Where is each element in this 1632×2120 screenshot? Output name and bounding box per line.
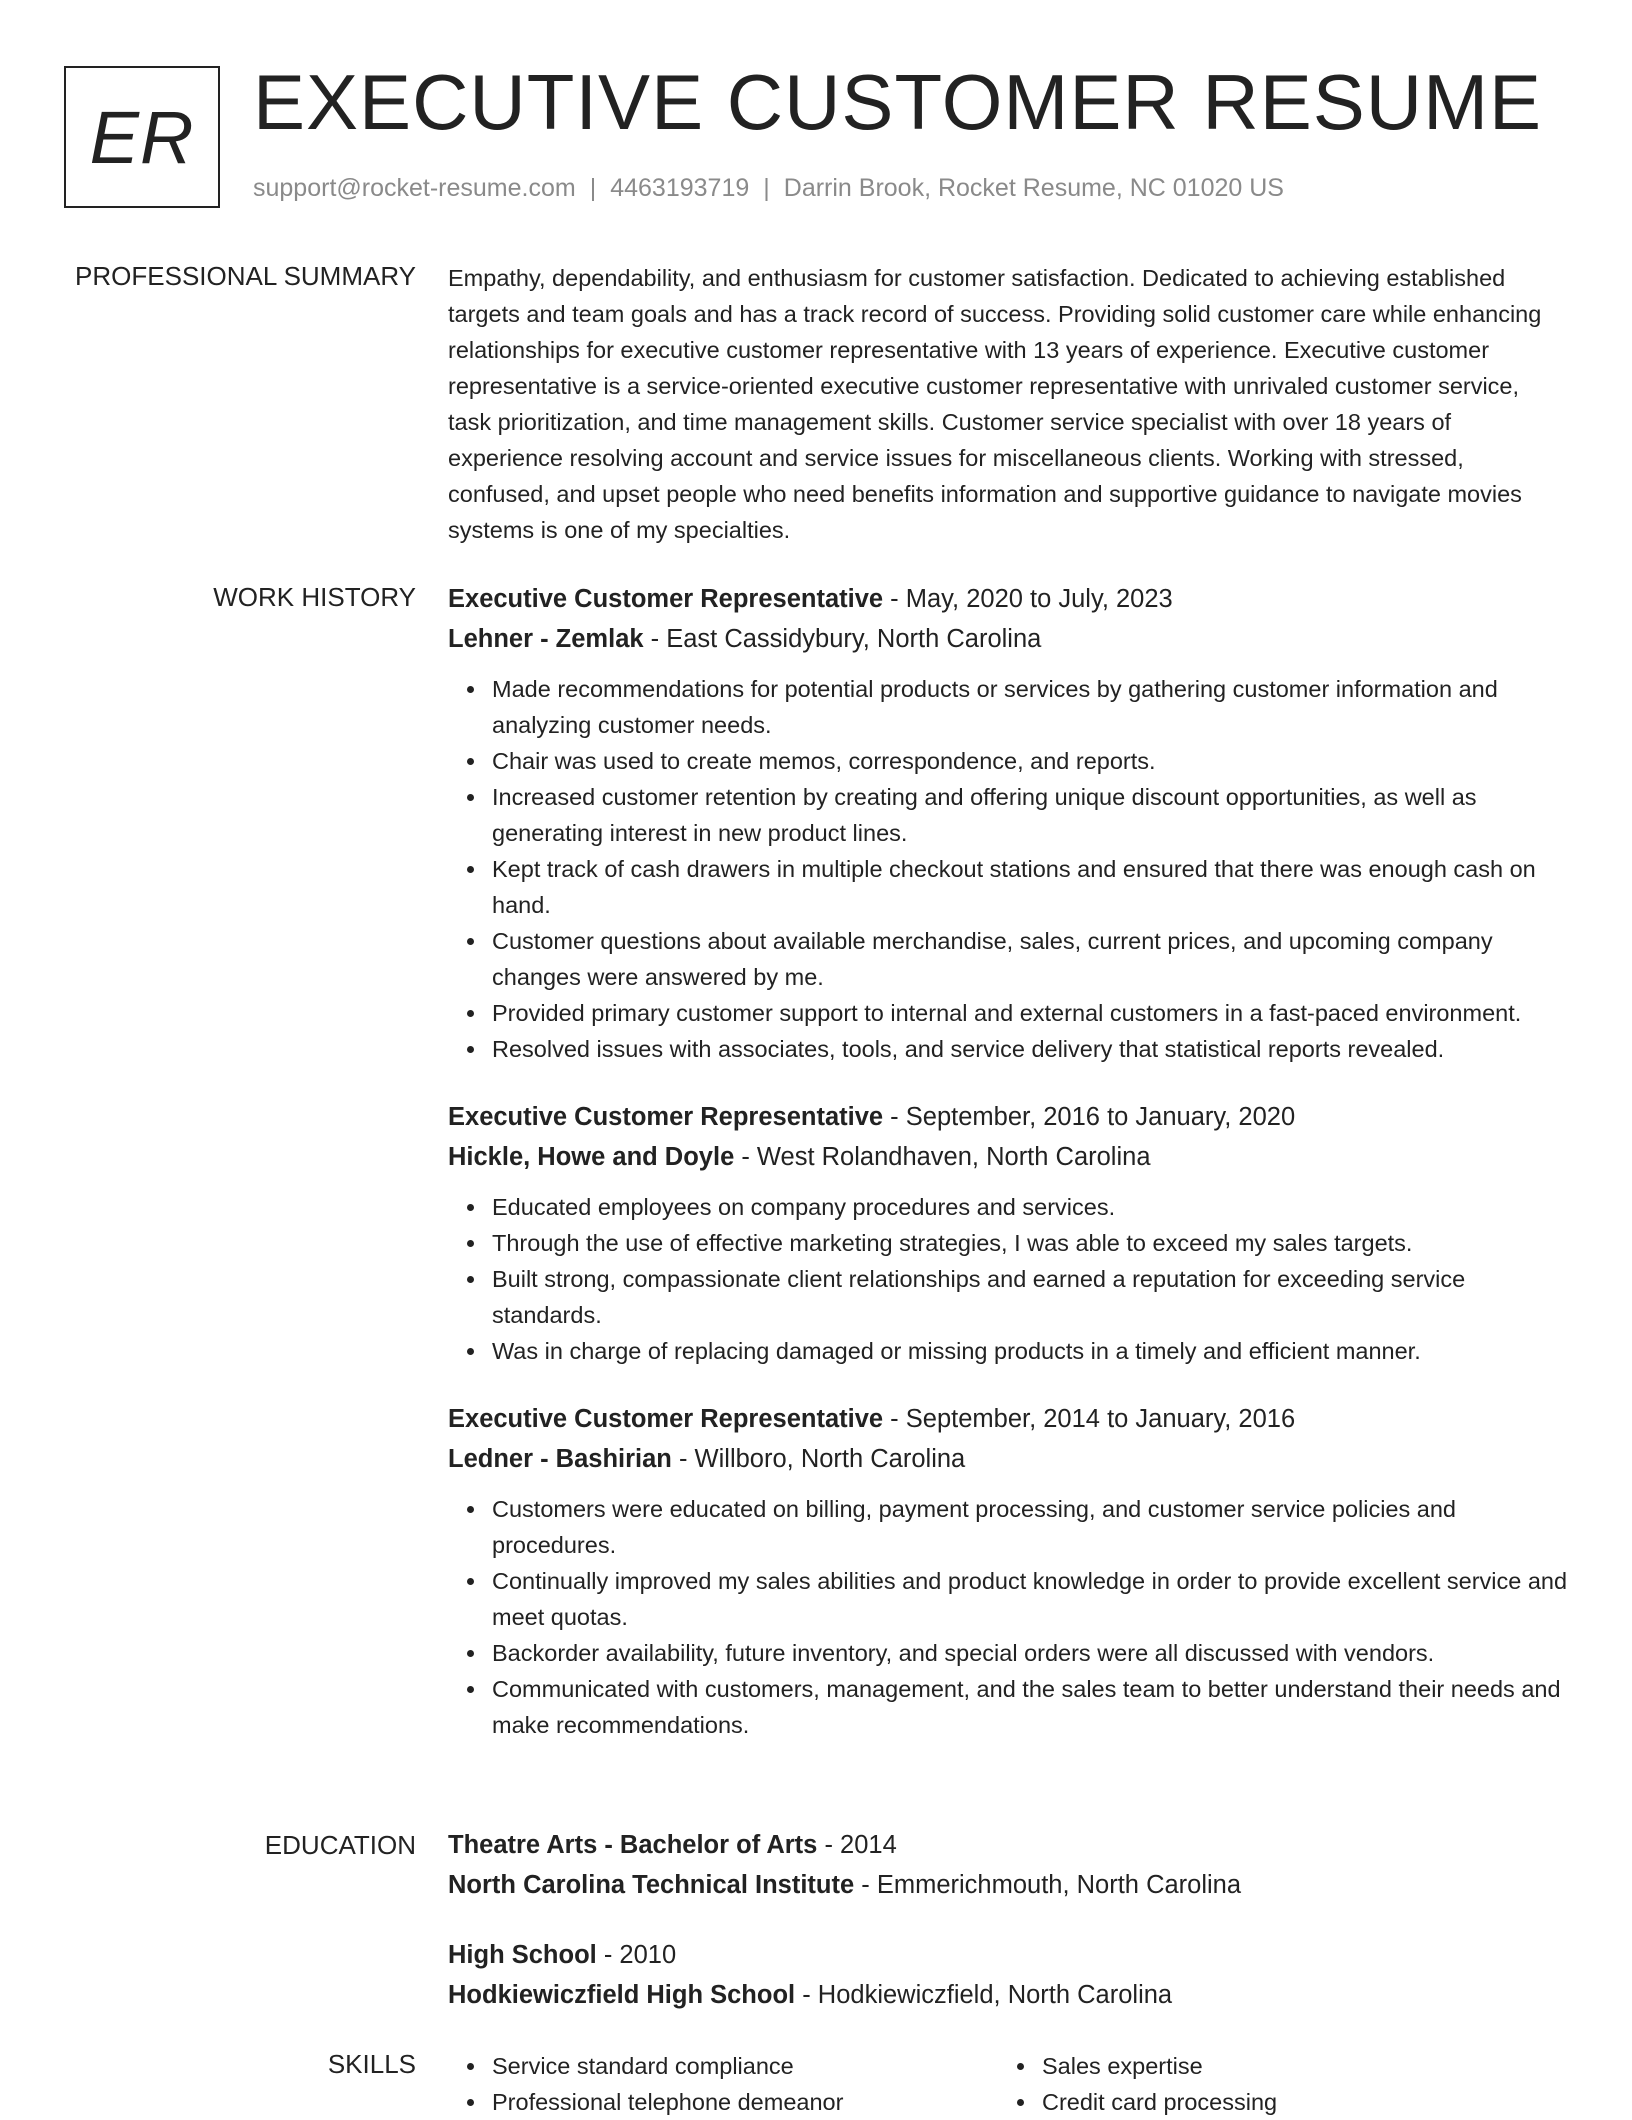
- skill-item: Credit card processing: [1042, 2084, 1548, 2120]
- contact-email: support@rocket-resume.com: [253, 174, 576, 202]
- education-year: - 2014: [817, 1831, 897, 1859]
- job-bullet: Built strong, compassionate client relationships and earned a reputation for exceeding service standards.: [492, 1261, 1568, 1333]
- job-bullet: Made recommendations for potential products or services by gathering customer information and analyzing customer needs.: [492, 671, 1568, 743]
- job-bullet: Was in charge of replacing damaged or missing products in a timely and efficient manner.: [492, 1333, 1568, 1369]
- education-school: Hodkiewiczfield High School: [448, 1981, 796, 2009]
- summary-label: PROFESSIONAL SUMMARY: [75, 261, 416, 291]
- contact-phone: 4463193719: [610, 174, 750, 202]
- job-dates: - September, 2016 to January, 2020: [883, 1103, 1296, 1131]
- education-label: EDUCATION: [264, 1830, 416, 1860]
- contact-line: [253, 174, 1284, 203]
- job-location: - West Rolandhaven, North Carolina: [734, 1143, 1151, 1171]
- contact-separator: |: [763, 174, 770, 202]
- resume-title: EXECUTIVE CUSTOMER RESUME: [253, 58, 1543, 146]
- job-bullet: Kept track of cash drawers in multiple checkout stations and ensured that there was enough cash on hand.: [492, 851, 1568, 923]
- education-year: - 2010: [596, 1941, 677, 1969]
- skills-list-left: [448, 2048, 998, 2120]
- job-company-line: [448, 1137, 1568, 1177]
- job-bullet: Continually improved my sales abilities and product knowledge in order to provide excellent service and meet quotas.: [492, 1563, 1568, 1635]
- job-title-line: [448, 1097, 1568, 1137]
- education-entry: [448, 1935, 1568, 2015]
- job-title: Executive Customer Representative: [448, 585, 884, 613]
- job-bullets: [448, 1189, 1568, 1369]
- job-bullet: Through the use of effective marketing strategies, I was able to exceed my sales targets.: [492, 1225, 1568, 1261]
- skills-body: [448, 2048, 1568, 2120]
- job-bullet: Communicated with customers, management, and the sales team to better understand their needs and make recommendations.: [492, 1671, 1568, 1743]
- job-dates: - September, 2014 to January, 2016: [883, 1405, 1296, 1433]
- job-entry: [448, 579, 1568, 1067]
- skill-item: Professional telephone demeanor: [492, 2084, 998, 2120]
- education-degree-line: [448, 1825, 1568, 1865]
- job-company: Hickle, Howe and Doyle: [448, 1143, 735, 1171]
- skill-item: Sales expertise: [1042, 2048, 1548, 2084]
- job-title: Executive Customer Representative: [448, 1103, 884, 1131]
- job-entry: [448, 1399, 1568, 1743]
- job-bullet: Chair was used to create memos, correspondence, and reports.: [492, 743, 1568, 779]
- job-bullet: Increased customer retention by creating and offering unique discount opportunities, as well as generating interest in new product lines.: [492, 779, 1568, 851]
- skills-grid: [448, 2048, 1568, 2120]
- job-company-line: [448, 1439, 1568, 1479]
- education-entry: [448, 1825, 1568, 1905]
- contact-separator: |: [589, 174, 597, 202]
- job-location: - Willboro, North Carolina: [671, 1445, 966, 1473]
- education-body: [448, 1825, 1568, 2045]
- job-title-line: [448, 579, 1568, 619]
- education-degree: Theatre Arts - Bachelor of Arts: [448, 1831, 818, 1859]
- education-school-line: [448, 1865, 1568, 1905]
- contact-address: Darrin Brook, Rocket Resume, NC 01020 US: [783, 174, 1284, 202]
- education-location: - Hodkiewiczfield, North Carolina: [795, 1981, 1173, 2009]
- job-company: Ledner - Bashirian: [448, 1445, 672, 1473]
- job-location: - East Cassidybury, North Carolina: [643, 625, 1042, 653]
- job-company: Lehner - Zemlak: [448, 625, 644, 653]
- job-company-line: [448, 619, 1568, 659]
- summary-body: [448, 260, 1568, 548]
- job-bullet: Customers were educated on billing, payment processing, and customer service policies and procedures.: [492, 1491, 1568, 1563]
- education-degree-line: [448, 1935, 1568, 1975]
- monogram-badge: [64, 66, 220, 208]
- education-location: - Emmerichmouth, North Carolina: [854, 1871, 1242, 1899]
- job-bullets: [448, 671, 1568, 1067]
- skill-item: Service standard compliance: [492, 2048, 998, 2084]
- job-bullet: Customer questions about available merchandise, sales, current prices, and upcoming company changes were answered by me.: [492, 923, 1568, 995]
- job-entry: [448, 1097, 1568, 1369]
- work-history-label: WORK HISTORY: [213, 582, 416, 612]
- skills-label: SKILLS: [327, 2049, 416, 2079]
- work-history-body: [448, 579, 1568, 1773]
- education-school-line: [448, 1975, 1568, 2015]
- job-title-line: [448, 1399, 1568, 1439]
- education-degree: High School: [448, 1941, 597, 1969]
- job-bullets: [448, 1491, 1568, 1743]
- summary-text: Empathy, dependability, and enthusiasm for customer satisfaction. Dedicated to achieving established targets and team goals and has a track record of success. Providing solid customer care while enhancing relationships for executive customer representative with 13 years of experience. Executive customer representative is a service-oriented executive customer representative with unrivaled customer service, task prioritization, and time management skills. Customer service specialist with over 18 years of experience resolving account and service issues for miscellaneous clients. Working with stressed, confused, and upset people who need benefits information and supportive guidance to navigate movies systems is one of my specialties.: [448, 265, 1542, 543]
- job-bullet: Backorder availability, future inventory, and special orders were all discussed with vendors.: [492, 1635, 1568, 1671]
- skills-list-right: [998, 2048, 1548, 2120]
- job-bullet: Educated employees on company procedures and services.: [492, 1189, 1568, 1225]
- job-title: Executive Customer Representative: [448, 1405, 884, 1433]
- job-bullet: Resolved issues with associates, tools, and service delivery that statistical reports revealed.: [492, 1031, 1568, 1067]
- education-school: North Carolina Technical Institute: [448, 1871, 855, 1899]
- monogram-initials: ER: [89, 95, 195, 179]
- job-dates: - May, 2020 to July, 2023: [883, 585, 1173, 613]
- job-bullet: Provided primary customer support to internal and external customers in a fast-paced environment.: [492, 995, 1568, 1031]
